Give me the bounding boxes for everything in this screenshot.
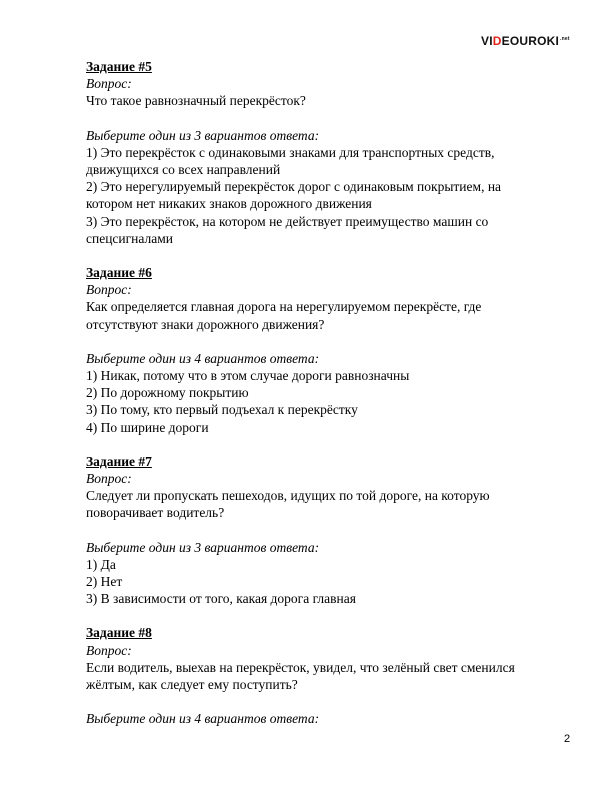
answer-option: 2) По дорожному покрытию (86, 385, 249, 401)
answer-option: 1) Это перекрёсток с одинаковыми знаками для транспортных средств, движущихся со всех направлений (86, 144, 495, 178)
question-label: Вопрос: (86, 471, 132, 487)
choice-prompt: Выберите один из 3 вариантов ответа: (86, 127, 320, 143)
question-label: Вопрос: (86, 642, 132, 658)
question-text: Как определяется главная дорога на нерегулируемом перекрёсте, где отсутствуют знаки дорожного движения? (86, 299, 482, 332)
logo-suffix: .net (560, 36, 570, 42)
task-6 (86, 264, 526, 436)
answer-option: 1) Да (86, 556, 116, 572)
answer-option: 1) Никак, потому что в этом случае дороги равнозначны (86, 368, 410, 384)
spacer (86, 522, 526, 539)
task-title: Задание #5 (86, 59, 152, 74)
choice-prompt: Выберите один из 4 вариантов ответа: (86, 350, 320, 366)
page-number: 2 (564, 733, 571, 745)
task-5 (86, 58, 526, 247)
logo-text-2: EOUROKI (501, 34, 560, 48)
answer-option: 2) Нет (86, 574, 123, 590)
logo-text-1: VI (481, 34, 493, 48)
task-title: Задание #7 (86, 453, 152, 469)
answer-option: 3) В зависимости от того, какая дорога главная (86, 591, 356, 607)
videouroki-logo (481, 34, 570, 48)
answer-option: 2) Это нерегулируемый перекрёсток дорог с одинаковым покрытием, на котором нет никаких знаков дорожного движения (86, 179, 502, 212)
answer-option: 3) По тому, кто первый подъехал к перекрёстку (86, 402, 358, 418)
question-text: Следует ли пропускать пешеходов, идущих по той дороге, на которую поворачивает водитель? (86, 488, 490, 521)
spacer (86, 110, 526, 127)
logo-text-accent: D (492, 34, 502, 48)
spacer (86, 693, 526, 710)
question-label: Вопрос: (86, 282, 132, 298)
question-text: Что такое равнозначный перекрёсток? (86, 93, 306, 109)
answer-option: 3) Это перекрёсток, на котором не действует преимущество машин со спецсигналами (86, 213, 489, 246)
spacer (86, 333, 526, 350)
answer-option: 4) По ширине дороги (86, 419, 209, 435)
choice-prompt: Выберите один из 3 вариантов ответа: (86, 539, 320, 555)
question-label: Вопрос: (86, 76, 132, 92)
choice-prompt: Выберите один из 4 вариантов ответа: (86, 711, 320, 727)
task-title: Задание #8 (86, 625, 152, 641)
question-text: Если водитель, выехав на перекрёсток, увидел, что зелёный свет сменился жёлтым, как следует ему поступить? (86, 659, 515, 693)
document-body (86, 58, 526, 745)
task-title: Задание #6 (86, 265, 152, 281)
task-8 (86, 624, 526, 727)
task-7 (86, 453, 526, 608)
